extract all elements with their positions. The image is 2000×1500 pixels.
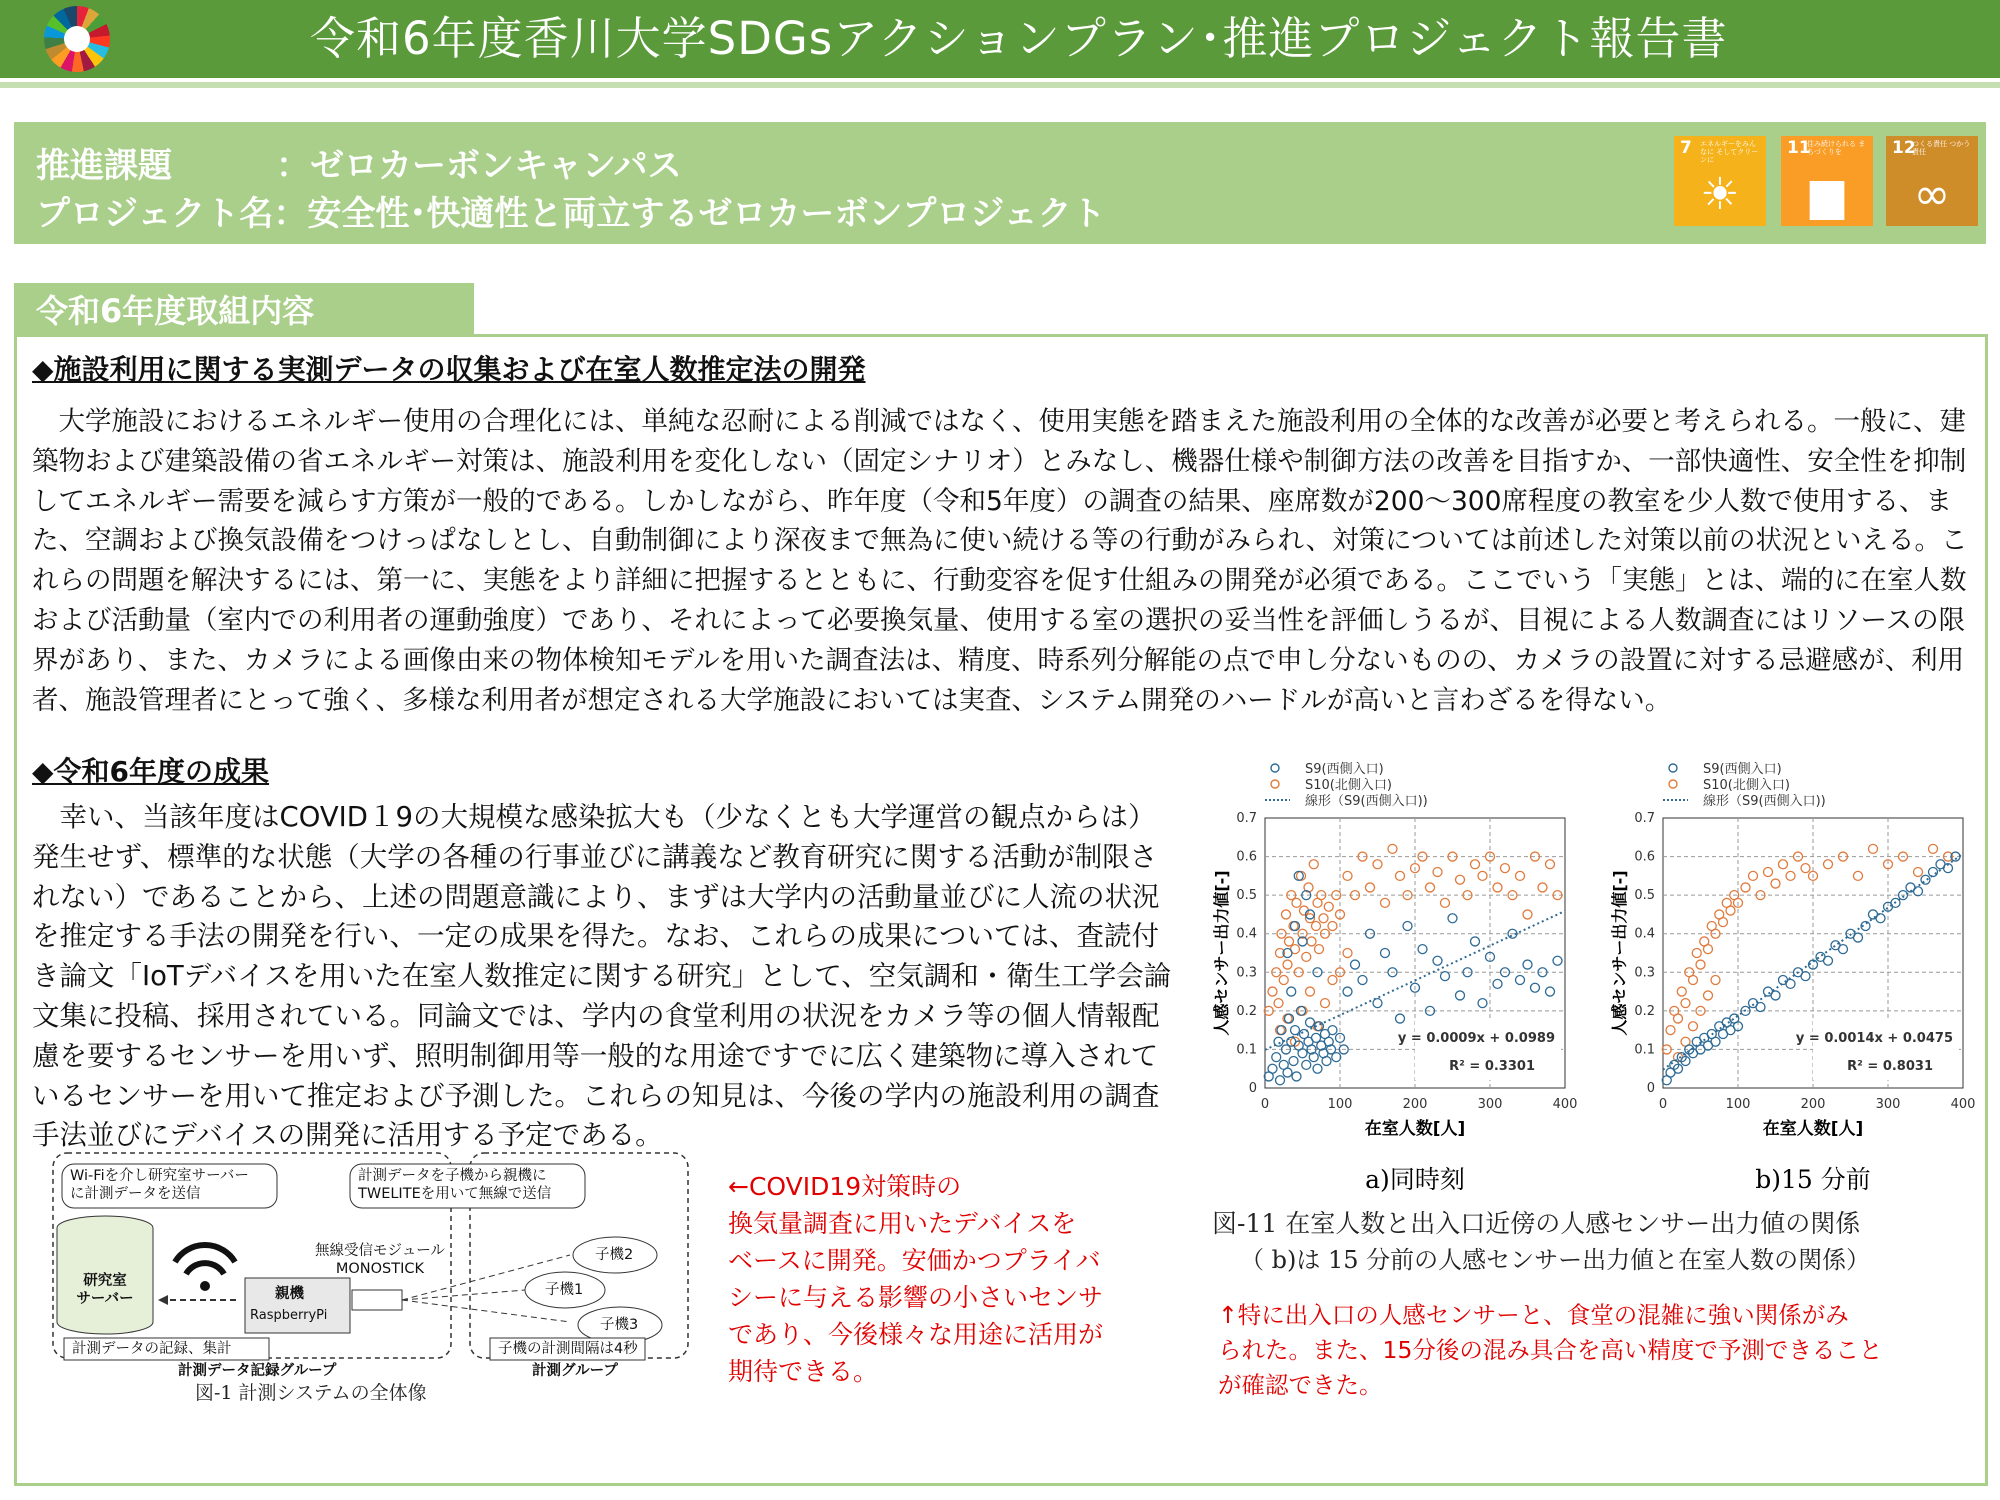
sdg-goal-glyph: ☀ [1700,169,1740,220]
legend-label: 線形（S9(西側入口)) [1305,794,1428,809]
sdg-goal-number: 7 [1680,138,1692,158]
y-tick-label: 0.7 [1634,811,1655,826]
page-title: 令和6年度香川大学SDGsアクションプラン･推進プロジェクト報告書 [310,12,1728,65]
record-note: 計測データの記録、集計 [72,1341,232,1357]
legend-label: S10(北側入口) [1305,778,1392,793]
y-tick-label: 0.3 [1634,965,1655,981]
sdg-goal-number: 12 [1892,138,1916,158]
fit-r2: R² = 0.8031 [1847,1059,1933,1074]
x-tick-label: 300 [1477,1097,1503,1112]
figure11-subcaption: （ b)は 15 分前の人感センサー出力値と在室人数の関係） [1240,1246,1871,1274]
y-tick-label: 0.6 [1236,849,1257,865]
child2-label: 子機2 [595,1247,634,1263]
sdgs-wheel-icon [44,6,110,72]
x-axis-label: 在室人数[人] [1762,1119,1864,1139]
server-label: 研究室 サーバー [76,1273,134,1307]
parent-label: 親機 [275,1286,304,1302]
child3-label: 子機3 [600,1317,639,1333]
x-tick-label: 200 [1402,1097,1428,1112]
y-tick-label: 0.2 [1634,1003,1655,1019]
fit-equation: y = 0.0014x + 0.0475 [1795,1031,1953,1046]
y-tick-label: 0.6 [1634,849,1655,865]
chart-subtitle: a)同時刻 [1365,1165,1465,1194]
section-tab [14,283,474,335]
y-tick-label: 0.4 [1634,926,1655,942]
group-right-label: 計測グループ [532,1363,618,1379]
sdg-goal-7-icon [1674,136,1766,226]
scatter-chart-a [1205,756,1600,1194]
x-tick-label: 400 [1552,1097,1578,1112]
sdg-goal-number: 11 [1787,138,1811,158]
chart-subtitle: b)15 分前 [1755,1165,1871,1194]
figure11-caption: 図-11 在室人数と出入口近傍の人感センサー出力値の関係 [1212,1209,1861,1238]
section2-heading: ◆令和6年度の成果 [32,755,270,788]
y-tick-label: 0 [1646,1081,1655,1096]
x-tick-label: 100 [1327,1097,1353,1112]
figure1-system-diagram [50,1150,690,1405]
scatter-chart-b [1603,756,1998,1194]
project-name-label: プロジェクト名 [36,194,274,234]
x-axis-label: 在室人数[人] [1364,1119,1466,1139]
wifi-dot [200,1281,210,1291]
legend-label: S9(西側入口) [1703,762,1782,777]
result-note: ↑特に出入口の人感センサーと、食堂の混雑に強い関係がみ られた。また、15分後の混み具合を高い精度で予測できること が確認できた。 [1218,1301,1883,1399]
y-tick-label: 0.4 [1236,926,1257,942]
wifi-bubble-text: Wi-Fiを介し研究室サーバー に計測データを送信 [70,1168,249,1202]
sdg-goal-caption: エネルギーをみんなに そしてクリーンに [1700,140,1759,164]
legend-label: S10(北側入口) [1703,778,1790,793]
sdg-goal-caption: つくる責任 つかう責任 [1912,140,1971,156]
legend-marker [1271,780,1279,788]
theme-label: 推進課題 [36,146,172,186]
x-tick-label: 0 [1658,1097,1668,1112]
x-tick-label: 100 [1725,1097,1751,1112]
theme-value: ゼロカーボンキャンパス [310,146,682,186]
y-tick-label: 0.1 [1634,1042,1655,1058]
legend-marker [1669,764,1677,772]
figure1-caption: 図-1 計測システムの全体像 [195,1382,427,1404]
x-tick-label: 400 [1950,1097,1976,1112]
wifi-arc-outer [175,1245,235,1262]
y-axis-label: 人感センサー出力値[-] [1610,870,1629,1036]
receiver-label: 無線受信モジュール MONOSTICK [315,1243,445,1277]
y-tick-label: 0.5 [1236,888,1257,904]
parent-sub-label: RaspberryPi [250,1308,328,1323]
fit-equation: y = 0.0009x + 0.0989 [1397,1031,1555,1046]
scatter-svg [1205,756,1600,1194]
legend-label: 線形（S9(西側入口)) [1703,794,1826,809]
link-child1 [402,1290,525,1300]
scatter-svg [1603,756,1998,1194]
legend-marker [1271,764,1279,772]
sdg-goal-glyph: ▆ [1810,169,1844,220]
group-left-label: 計測データ記録グループ [178,1363,337,1379]
y-tick-label: 0.5 [1634,888,1655,904]
y-tick-label: 0 [1248,1081,1257,1096]
project-box [14,122,1986,244]
section1-body: 大学施設におけるエネルギー使用の合理化には、単純な忍耐による削減ではなく、使用実態を踏まえた施設利用の全体的な改善が必要と考えられる。一般に、建築物および建築設備の省エネルギー対策は、施設利用を変化しない（固定シナリオ）とみなし、機器仕様や制御方法の改善を目指すか、一部快適性、安全性を抑制してエネルギー需要を減らす方策が一般的である。しかしながら、昨年度（令和5年度）の調査の結果、座席数が200～300席程度の教室を少人数で使用する、また、空調および換気設備をつけっぱなしとし、自動制御により深夜まで無為に使い続ける等の行動がみられ、対策については前述した対策以前の状況といえる。これらの問題を解決するには、第一に、実態をより詳細に把握するとともに、行動変容を促す仕組みの開発が必須である。ここでいう「実態」とは、端的に在室人数および活動量（室内での利用者の運動強度）であり、それによって必要換気量、使用する室の選択の妥当性を評価しうるが、目視による人数調査にはリソースの限界があり、また、カメラによる画像由来の物体検知モデルを用いた調査法は、精度、時系列分解能の点で申し分ないものの、カメラの設置に対する忌避感が、利用者、施設管理者にとって強く、多様な利用者が想定される大学施設においては実査、システム開発のハードルが高いと言わざるを得ない。 [32,406,1968,716]
theme-sep: ： [276,146,310,186]
y-tick-label: 0.2 [1236,1003,1257,1019]
monostick-box [352,1290,402,1310]
project-name-sep: ： [273,194,308,234]
legend-label: S9(西側入口) [1305,762,1384,777]
section1-heading: ◆施設利用に関する実測データの収集および在室人数推定法の開発 [32,353,866,386]
x-tick-label: 0 [1260,1097,1270,1112]
sdg-goal-12-icon [1886,136,1978,226]
theme-line [36,138,682,187]
twelite-bubble-text: 計測データを子機から親機に TWELITEを用いて無線で送信 [358,1168,552,1202]
x-tick-label: 200 [1800,1097,1826,1112]
fit-r2: R² = 0.3301 [1449,1059,1535,1074]
sdg-goal-11-icon [1781,136,1873,226]
project-name-line [36,186,1106,235]
legend-marker [1669,780,1677,788]
y-tick-label: 0.3 [1236,965,1257,981]
project-name-value: 安全性･快適性と両立するゼロカーボンプロジェクト [307,194,1106,234]
section2-body: 幸い、当該年度はCOVID１9の大規模な感染拡大も（少なくとも大学運営の観点からは）発生せず、標準的な状態（大学の各種の行事並びに講義など教育研究に関する活動が制限されない）であることから、上述の問題意識により、まずは大学内の活動量並びに人流の状況を推定する手法の開発を行い、一定の成果を得た。なお、これらの成果については、査読付き論文「IoTデバイスを用いた在室人数推定に関する研究」として、空気調和・衛生工学会論文集に投稿、採用されている。同論文では、学内の食堂利用の状況をカメラ等の個人情報配慮を要するセンサーを用いず、照明制御用等一般的な用途ですでに広く建築物に導入されているセンサーを用いて推定および予測した。これらの知見は、今後の学内の施設利用の調査手法並びにデバイスの開発に活用する予定である。 [32,801,1172,1152]
title-underline [0,82,2000,88]
x-tick-label: 300 [1875,1097,1901,1112]
section-title: 令和6年度取組内容 [36,292,315,330]
wifi-arc-inner [186,1263,224,1274]
y-axis-label: 人感センサー出力値[-] [1212,870,1231,1036]
child1-label: 子機1 [545,1282,584,1298]
wifi-link-arrow [158,1295,168,1305]
y-tick-label: 0.1 [1236,1042,1257,1058]
y-tick-label: 0.7 [1236,811,1257,826]
sdg-goal-caption: 住み続けられる まちづくりを [1807,140,1866,156]
sdg-goal-glyph: ∞ [1913,169,1951,220]
interval-note: 子機の計測間隔は4秒 [498,1341,638,1357]
device-note: ←COVID19対策時の 換気量調査に用いたデバイスを ベースに開発。安価かつプライバ シーに与える影響の小さいセンサ であり、今後様々な用途に活用が 期待できる。 [728,1172,1104,1386]
